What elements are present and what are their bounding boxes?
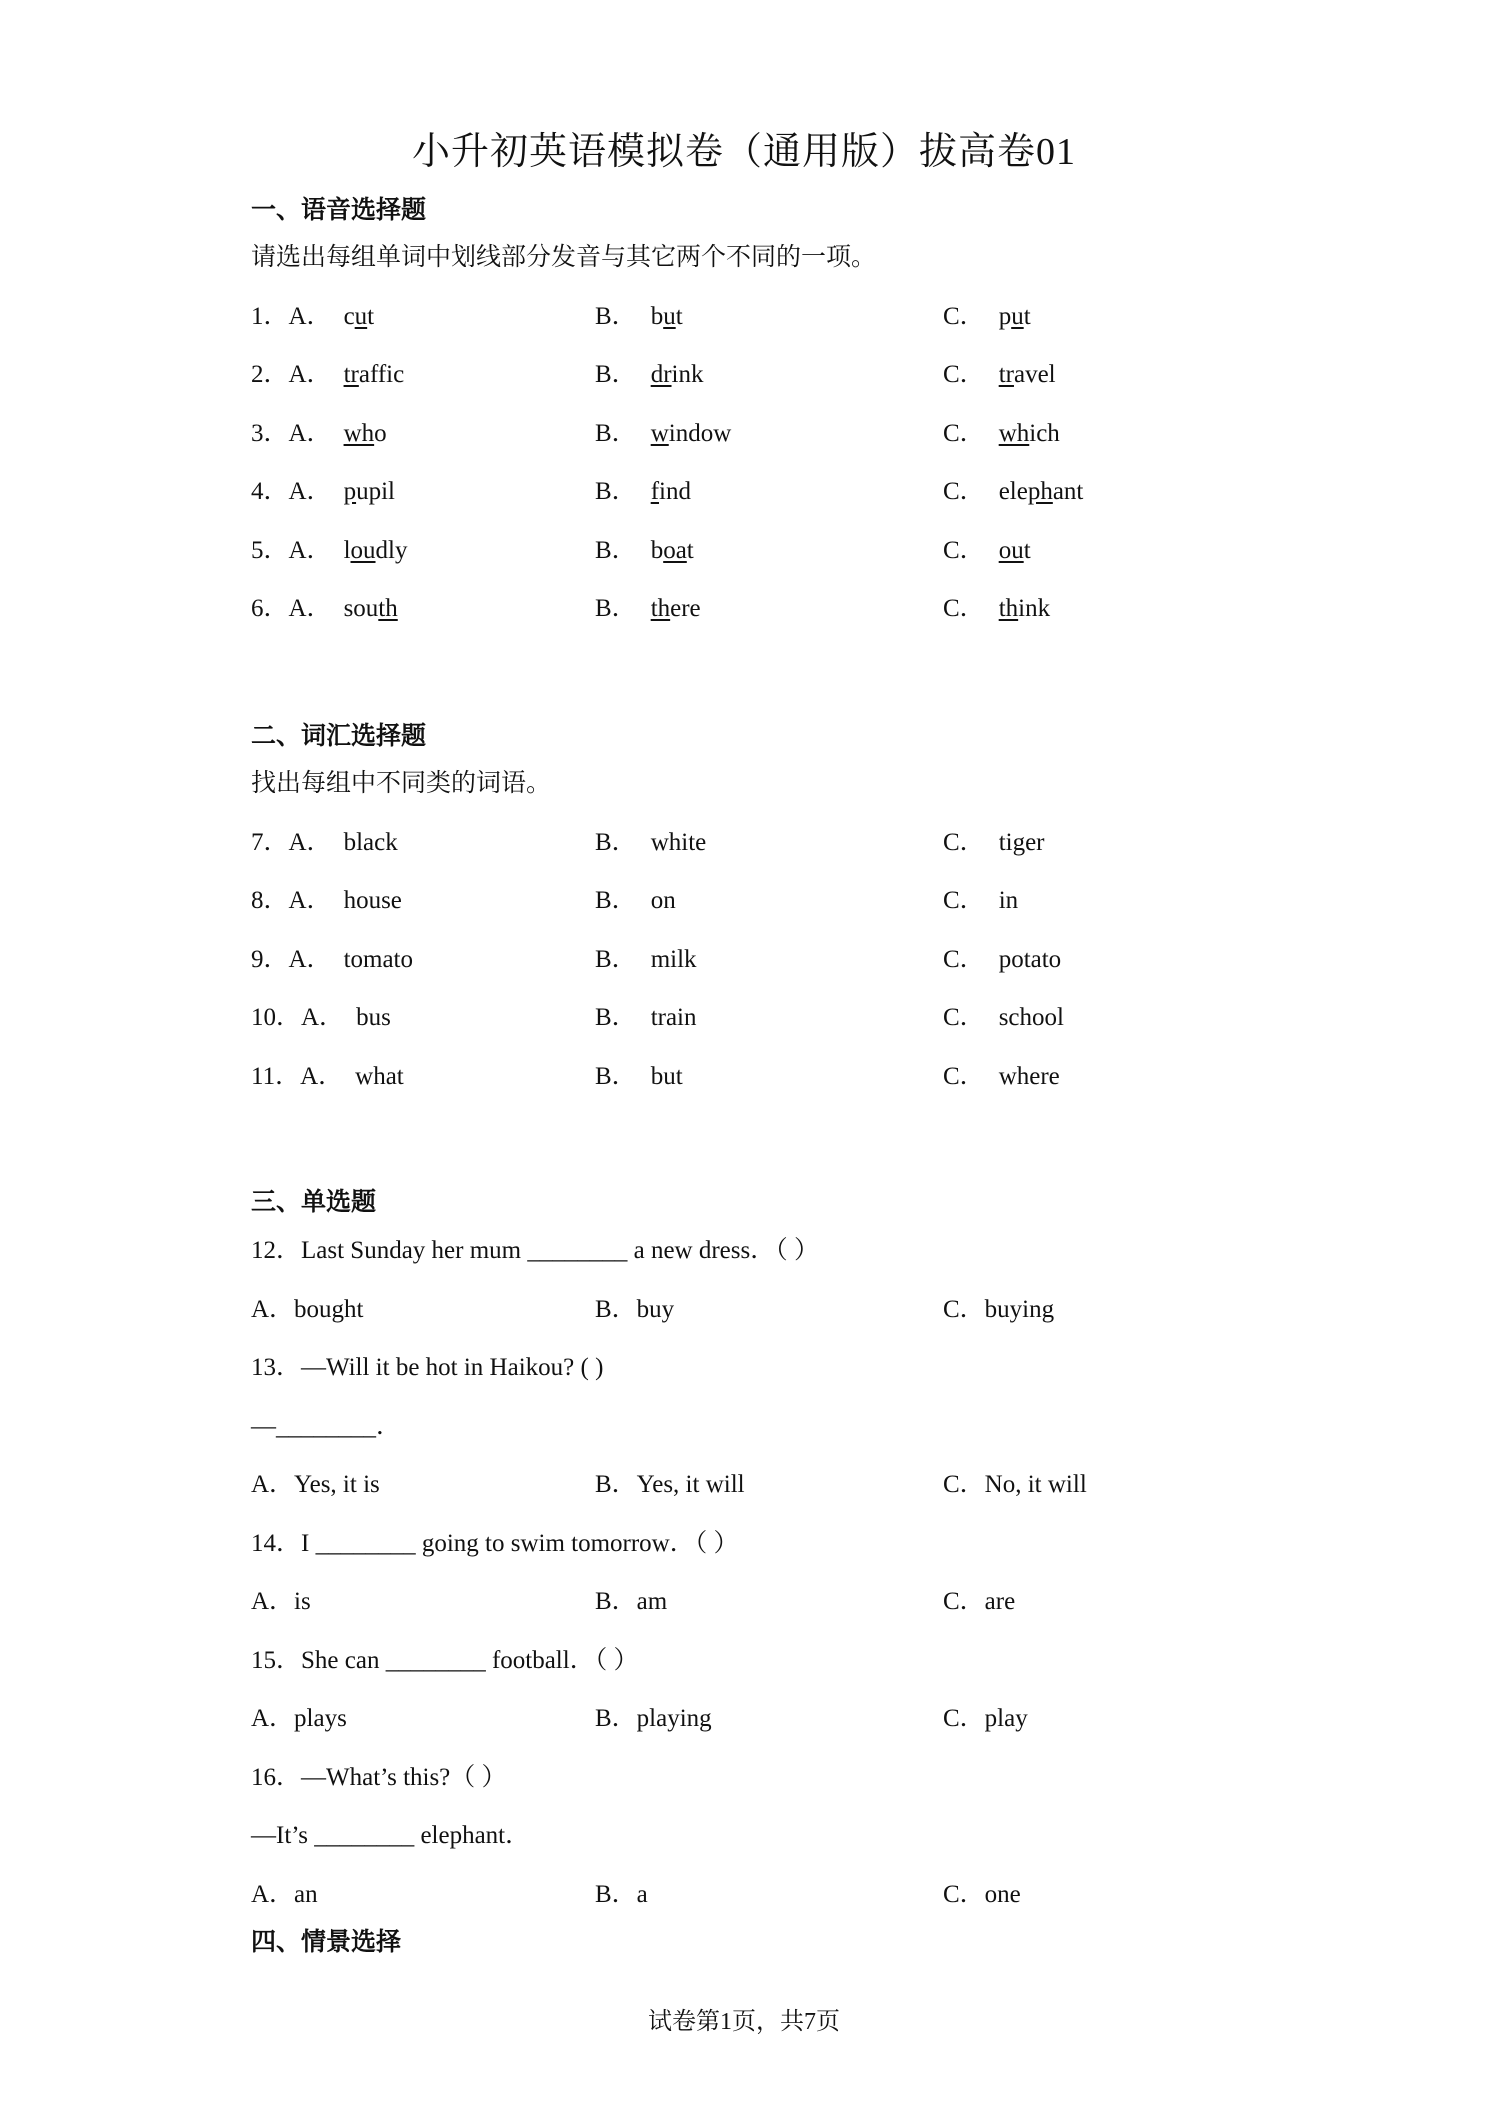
option-word [651,303,683,330]
word-part: ink [671,361,704,388]
question-row [251,358,1351,392]
question-row [251,475,1351,509]
option-word [344,303,375,330]
option-word: potato [998,946,1062,973]
option-letter: C． [943,946,985,973]
question-13-stem-answer-line: —________． [251,1413,402,1440]
option-b [595,826,706,860]
option-a: A．is [251,1588,311,1615]
question-16-stem-answer-line: —It’s ________ elephant． [251,1822,531,1849]
option-word: house [343,887,402,914]
option-word [999,420,1060,447]
option-a: A．plays [251,1705,347,1732]
question-row [251,592,1351,626]
option-a [251,534,407,568]
option-word: bus [356,1004,391,1031]
option-c [943,592,1050,626]
option-c [943,826,1045,860]
option-letter: B． [595,420,637,447]
option-letter: C． [943,478,985,505]
option-b: B．am [595,1588,668,1615]
option-word: in [998,887,1019,914]
question-number: 9．A． [251,946,332,973]
word-part: ich [1029,420,1060,447]
option-letter: B． [595,946,637,973]
question-16-stem: 16．—What’s this?（ ） [251,1764,507,1791]
option-a [251,475,395,509]
option-b [595,1060,683,1094]
word-part: b [650,303,664,330]
underlined-part: tr [343,361,359,388]
question-number: 1．A． [251,303,332,330]
page-footer: 试卷第1页，共7页 [648,2009,840,2035]
option-b [595,475,691,509]
question-row [251,826,1351,860]
option-b: B．playing [595,1705,712,1732]
option-c: C．are [943,1588,1016,1615]
option-letter: C． [943,595,985,622]
option-word: what [355,1063,404,1090]
option-c [943,884,1018,918]
option-letter: B． [595,1004,637,1031]
section-heading-vocabulary: 二、词汇选择题 [251,721,427,750]
option-word: white [650,829,707,856]
option-word [344,420,387,447]
option-c: C．buying [943,1296,1055,1323]
question-row [251,1001,1351,1035]
option-a [251,300,374,334]
option-letter: C． [943,361,985,388]
question-14-stem: 14．I ________ going to swim tomorrow．（ ） [251,1530,739,1557]
option-a [251,884,402,918]
option-word [999,361,1056,388]
option-word [999,595,1050,622]
option-c: C．No, it will [943,1471,1087,1498]
word-part: t [675,303,683,330]
word-part: l [343,537,351,564]
underlined-part: ou [998,537,1024,564]
option-word [651,537,694,564]
option-word [344,595,398,622]
option-word [651,595,701,622]
option-a: A．an [251,1881,318,1908]
option-b: B．buy [595,1296,675,1323]
question-number: 8．A． [251,887,332,914]
underlined-part: th [378,595,398,622]
option-letter: B． [595,361,637,388]
option-letter: B． [595,478,637,505]
option-b [595,943,697,977]
underlined-part: th [998,595,1019,622]
option-a [251,943,413,977]
option-a: A．bought [251,1296,364,1323]
option-word: milk [650,946,697,973]
option-word [651,478,691,505]
option-word [999,478,1084,505]
option-letter: B． [595,537,637,564]
question-15-stem: 15．She can ________ football．（ ） [251,1647,639,1674]
word-part: t [1023,537,1031,564]
word-part: t [367,303,375,330]
option-c [943,475,1083,509]
underlined-part: ph [1027,478,1053,505]
option-word [651,361,704,388]
question-number: 11．A． [251,1063,344,1090]
option-letter: C． [943,420,985,447]
underlined-part: f [650,478,660,505]
option-b: B．Yes, it will [595,1471,745,1498]
underlined-part: wh [343,420,375,447]
underlined-part: tr [998,361,1014,388]
word-part: ink [1018,595,1051,622]
word-part: affic [358,361,405,388]
option-letter: B． [595,1063,637,1090]
option-b [595,1001,697,1035]
option-c [943,358,1056,392]
section-instruction-vocabulary: 找出每组中不同类的词语。 [251,770,552,797]
option-letter: C． [943,1004,985,1031]
option-word: on [650,887,676,914]
underlined-part: wh [998,420,1030,447]
option-word: school [998,1004,1064,1031]
option-word [999,303,1031,330]
question-12-options [251,1293,1351,1327]
option-b [595,592,701,626]
option-a [251,592,398,626]
underlined-part: p [343,478,357,505]
word-part: upil [356,478,395,505]
word-part: p [998,303,1012,330]
question-number: 3．A． [251,420,332,447]
underlined-part: u [663,303,676,330]
option-a [251,826,398,860]
option-word: black [343,829,398,856]
question-16-options [251,1878,1351,1912]
option-a [251,417,387,451]
option-a: A．Yes, it is [251,1471,380,1498]
option-c [943,417,1060,451]
page-title: 小升初英语模拟卷（通用版）拔高卷01 [411,131,1076,173]
word-part: c [343,303,355,330]
option-word: where [998,1063,1060,1090]
question-number: 5．A． [251,537,332,564]
question-row [251,943,1351,977]
option-word [344,478,395,505]
question-13-options [251,1468,1351,1502]
underlined-part: dr [650,361,672,388]
option-c: C．play [943,1705,1028,1732]
word-part: sou [343,595,379,622]
question-number: 6．A． [251,595,332,622]
option-b [595,884,676,918]
question-row [251,884,1351,918]
word-part: b [650,537,664,564]
word-part: avel [1013,361,1056,388]
word-part: ele [998,478,1028,505]
option-c [943,943,1061,977]
word-part: ant [1052,478,1084,505]
section-heading-situational: 四、情景选择 [251,1927,402,1956]
option-b [595,417,731,451]
option-b [595,358,703,392]
underlined-part: u [354,303,368,330]
word-part: dly [375,537,408,564]
option-letter: C． [943,1063,985,1090]
word-part: indow [668,420,732,447]
option-letter: C． [943,829,985,856]
underlined-part: th [650,595,671,622]
question-number: 2．A． [251,361,332,388]
question-number: 7．A． [251,829,332,856]
option-word [999,537,1031,564]
question-12-stem: 12．Last Sunday her mum ________ a new dress．（ ） [251,1237,819,1264]
option-letter: C． [943,887,985,914]
word-part: t [1023,303,1031,330]
question-row [251,1060,1351,1094]
section-heading-phonics: 一、语音选择题 [251,195,427,224]
option-word [344,537,408,564]
option-letter: B． [595,595,637,622]
option-word: train [650,1004,697,1031]
question-row [251,534,1351,568]
option-c [943,1001,1064,1035]
question-row [251,417,1351,451]
option-word: but [650,1063,683,1090]
word-part: ere [670,595,701,622]
option-a [251,358,404,392]
word-part: t [686,537,694,564]
option-word [651,420,732,447]
option-word: tomato [343,946,413,973]
option-b [595,300,683,334]
section-instruction-phonics: 请选出每组单词中划线部分发音与其它两个不同的一项。 [251,244,877,271]
option-a [251,1060,404,1094]
option-b: B．a [595,1881,648,1908]
option-a [251,1001,391,1035]
option-letter: C． [943,537,985,564]
option-letter: C． [943,303,985,330]
option-word: tiger [998,829,1045,856]
underlined-part: w [650,420,669,447]
option-letter: B． [595,829,637,856]
section-heading-single-choice: 三、单选题 [251,1187,377,1216]
question-number: 10．A． [251,1004,345,1031]
underlined-part: oa [663,537,687,564]
word-part: o [374,420,387,447]
option-c [943,300,1031,334]
option-c [943,534,1031,568]
option-word [344,361,405,388]
word-part: ind [659,478,691,505]
underlined-part: ou [350,537,376,564]
option-c: C．one [943,1881,1021,1908]
question-13-stem: 13．—Will it be hot in Haikou? ( ) [251,1354,604,1381]
question-row [251,300,1351,334]
underlined-part: u [1011,303,1024,330]
question-14-options [251,1585,1351,1619]
option-b [595,534,694,568]
option-letter: B． [595,887,637,914]
question-15-options [251,1702,1351,1736]
option-c [943,1060,1060,1094]
option-letter: B． [595,303,637,330]
question-number: 4．A． [251,478,332,505]
